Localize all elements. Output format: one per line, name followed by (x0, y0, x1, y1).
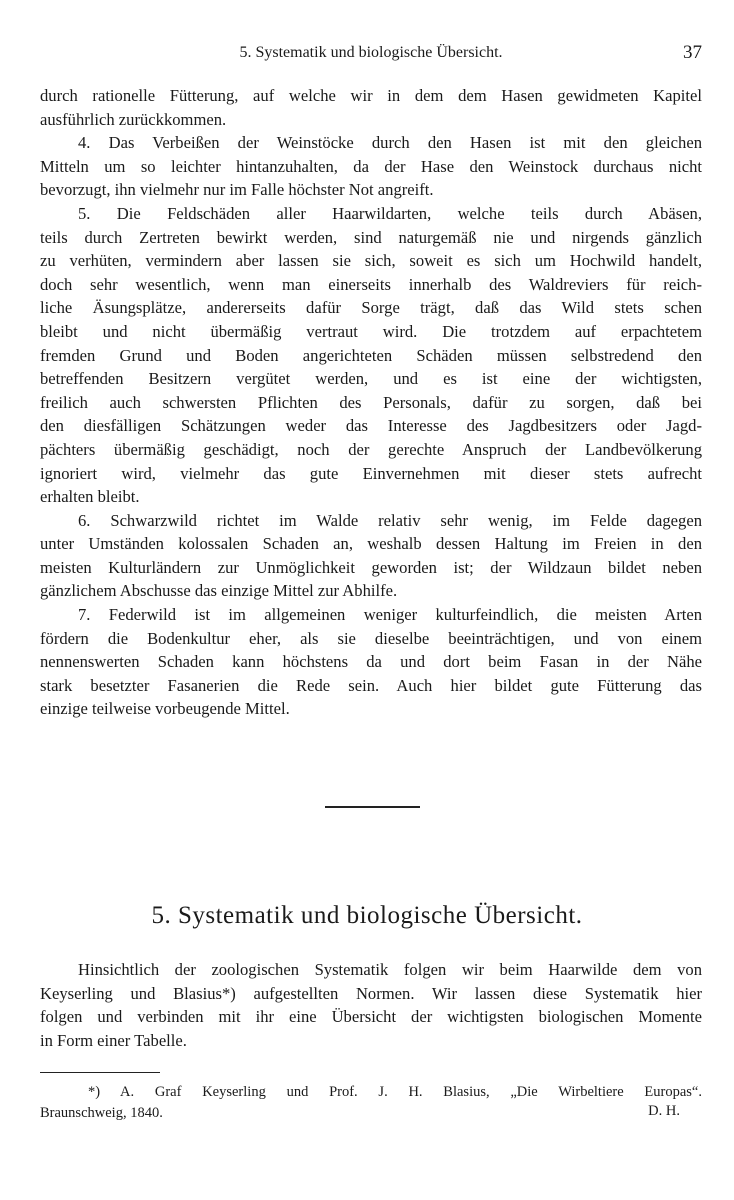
text-line: 7. Federwild ist im allgemeinen weniger kulturfeindlich, die meisten Arten (78, 605, 702, 625)
text-line: meisten Kulturländern zur Unmöglichkeit geworden ist; der Wildzaun bildet neben (40, 557, 702, 577)
page-number: 37 (683, 42, 702, 63)
footnote-signature: D. H. (648, 1103, 680, 1119)
text-line: stark besetzter Fasanerien die Rede sein. Auch hier bildet gute Fütterung das (40, 675, 702, 695)
text-line: 6. Schwarzwild richtet im Walde relativ sehr wenig, im Felde dagegen (78, 510, 702, 530)
text-line: freilich auch schwersten Pflichten des Personals, dafür zu sorgen, daß bei (40, 392, 702, 412)
text-line: folgen und verbinden mit ihr eine Übersicht der wichtigsten biologischen Momente (40, 1007, 702, 1027)
text-line: fremden Grund und Boden angerichteten Schäden müssen selbstredend den (40, 345, 702, 365)
text-line: liche Äsungsplätze, andererseits dafür Sorge trägt, daß das Wild stets schen (40, 298, 702, 318)
text-line: fördern die Bodenkultur eher, als sie dieselbe beeinträchtigen, und von einem (40, 628, 702, 648)
text-line: betreffenden Besitzern vergütet werden, und es ist eine der wichtigsten, (40, 369, 702, 389)
text-line: Hinsichtlich der zoologischen Systematik folgen wir beim Haarwilde dem von (78, 960, 702, 979)
text-line: ignoriert wird, vielmehr das gute Einvernehmen mit dieser stets aufrecht (40, 463, 702, 483)
footnote-rule (40, 1072, 160, 1073)
footnote-line: *) A. Graf Keyserling und Prof. J. H. Blasius, „Die Wirbeltiere Europas“. (88, 1084, 702, 1100)
section-heading: 5. Systematik und biologische Übersicht. (151, 902, 583, 929)
text-line: teils durch Zertreten bewirkt werden, sind naturgemäß nie und nirgends gänzlich (40, 227, 702, 247)
text-line: 4. Das Verbeißen der Weinstöcke durch den Hasen ist mit den gleichen (78, 133, 702, 153)
text-line: einzige teilweise vorbeugende Mittel. (40, 699, 290, 719)
body-text (40, 84, 702, 721)
text-line: in Form einer Tabelle. (40, 1030, 187, 1050)
text-line: doch sehr wesentlich, wenn man einerseits innerhalb des Waldreviers für reich- (40, 274, 702, 294)
section-divider (325, 806, 420, 808)
text-line: gänzlichem Abschusse das einzige Mittel zur Abhilfe. (40, 581, 398, 601)
running-head-title: 5. Systematik und biologische Übersicht. (239, 44, 503, 61)
text-line: Keyserling und Blasius*) aufgestellten Normen. Wir lassen diese Systematik hier (40, 983, 702, 1003)
footnote-line: Braunschweig, 1840. (40, 1105, 163, 1121)
footnote (40, 1082, 702, 1124)
text-line: erhalten bleibt. (40, 487, 140, 507)
text-line: pächters übermäßig geschädigt, noch der gerechte Anspruch der Landbevölkerung (40, 439, 702, 459)
text-line: bevorzugt, ihn vielmehr nur im Falle höchster Not angreift. (40, 180, 434, 200)
text-line: ausführlich zurückkommen. (40, 109, 227, 129)
text-line: den diesfälligen Schätzungen weder das Interesse des Jagdbesitzers oder Jagd- (40, 416, 702, 436)
text-line: Mitteln um so leichter hintanzuhalten, da der Hase den Weinstock durchaus nicht (40, 156, 702, 176)
text-line: bleibt und nicht übermäßig vertraut wird. Die trotzdem auf erpachtetem (40, 321, 702, 341)
text-line: 5. Die Feldschäden aller Haarwildarten, welche teils durch Abäsen, (78, 203, 702, 223)
text-line: nennenswerten Schaden kann höchstens da und dort beim Fasan in der Nähe (40, 652, 702, 672)
section-intro (40, 958, 702, 1052)
text-line: zu verhüten, vermindern aber lassen sie sich, soweit es sich um Hochwild handelt, (40, 251, 702, 271)
text-line: unter Umständen kolossalen Schaden an, weshalb dessen Haltung im Freien in den (40, 534, 702, 554)
text-line: durch rationelle Fütterung, auf welche wir in dem dem Hasen gewidmeten Kapitel (40, 86, 702, 105)
